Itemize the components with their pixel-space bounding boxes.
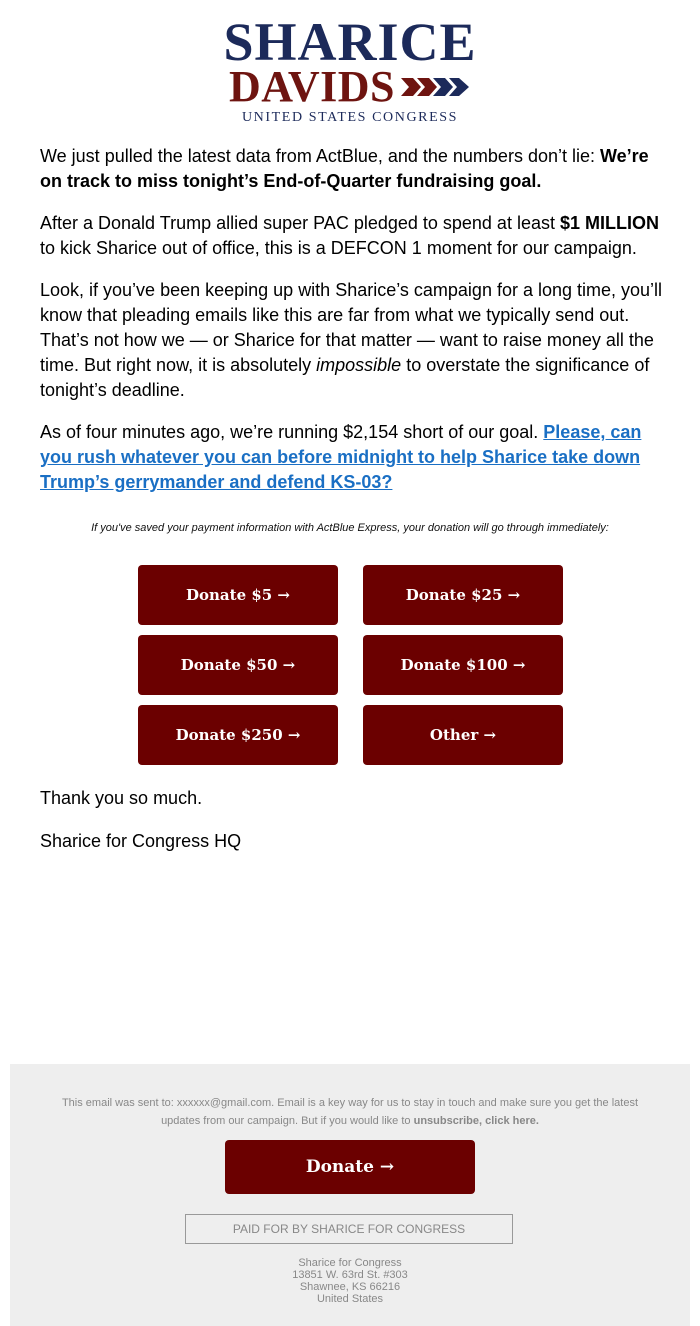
paragraph-3-emphasis: impossible <box>316 355 402 375</box>
mailing-address <box>10 1257 690 1305</box>
chevron-arrow-icon <box>401 76 471 98</box>
donate-25-button[interactable]: Donate $25 → <box>363 565 563 625</box>
address-line-3: Shawnee, KS 66216 <box>299 1281 401 1293</box>
paragraph-2-bold: $1 MILLION <box>559 213 659 233</box>
logo-name-last: DAVIDS <box>228 62 396 111</box>
email-body <box>40 144 666 512</box>
paragraph-3 <box>40 278 666 403</box>
paragraph-3-text-a: Look, if you’ve been keeping up with Sharice’s campaign for a long time, you’ll know that pleading emails like this are far from what we typically send out. That’s not how we — or Sharice for that matter — want to raise money all the time. But right now, it is absolutely <box>40 280 663 375</box>
address-line-2: 13851 W. 63rd St. #303 <box>292 1269 408 1281</box>
donate-appeal-link[interactable]: Please, can you rush whatever you can before midnight to help Sharice take down Trump’s gerrymander and defend KS-03? <box>40 422 642 492</box>
paragraph-1-bold: We’re on track to miss tonight’s End-of-Quarter fundraising goal. <box>40 146 649 191</box>
paragraph-3-text-b: to overstate the significance of tonight’s deadline. <box>40 355 650 400</box>
paragraph-2-text-a: After a Donald Trump allied super PAC pledged to spend at least <box>40 213 560 233</box>
unsubscribe-link[interactable]: unsubscribe, click here. <box>413 1115 539 1127</box>
paragraph-4-text: As of four minutes ago, we’re running $2,154 short of our goal. <box>40 422 544 442</box>
paragraph-1-text: We just pulled the latest data from ActBlue, and the numbers don’t lie: <box>40 146 600 166</box>
donate-250-button[interactable]: Donate $250 → <box>138 705 338 765</box>
email-footer <box>10 1064 690 1326</box>
address-line-4: United States <box>316 1293 384 1305</box>
signature: Sharice for Congress HQ <box>40 831 242 851</box>
paragraph-4 <box>40 420 666 495</box>
address-line-1: Sharice for Congress <box>298 1257 402 1269</box>
footer-donate-button[interactable]: Donate → <box>225 1140 475 1194</box>
logo-name-last-row <box>228 62 471 111</box>
paragraph-1 <box>40 144 666 194</box>
footer-disclaimer <box>50 1094 650 1130</box>
paid-for-disclaimer: PAID FOR BY SHARICE FOR CONGRESS <box>185 1214 513 1244</box>
logo-subtitle: UNITED STATES CONGRESS <box>241 110 459 125</box>
paragraph-2 <box>40 211 666 261</box>
donate-100-button[interactable]: Donate $100 → <box>363 635 563 695</box>
donate-50-button[interactable]: Donate $50 → <box>138 635 338 695</box>
actblue-express-note: If you've saved your payment information with ActBlue Express, your donation will go through immediately: <box>91 522 609 534</box>
campaign-logo <box>0 12 700 126</box>
paragraph-2-text-b: to kick Sharice out of office, this is a DEFCON 1 moment for our campaign. <box>40 238 637 258</box>
donate-other-button[interactable]: Other → <box>363 705 563 765</box>
closing-thanks: Thank you so much. <box>40 788 203 808</box>
footer-sent-text: This email was sent to: xxxxxx@gmail.com. Email is a key way for us to stay in touch and make sure you get the latest updates from our campaign. But if you would like to <box>61 1097 639 1127</box>
logo-name-first: SHARICE <box>223 12 477 72</box>
donate-5-button[interactable]: Donate $5 → <box>138 565 338 625</box>
